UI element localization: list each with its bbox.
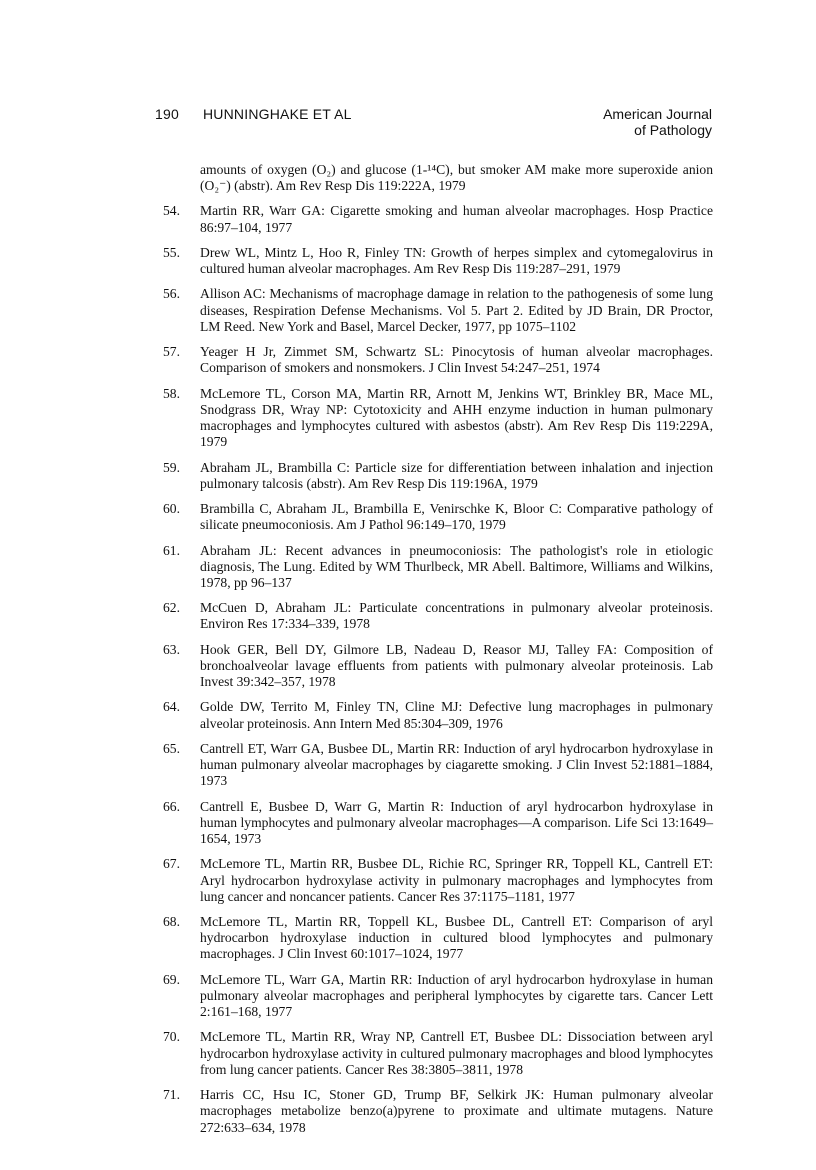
reference-item [163,203,713,235]
reference-text: Drew WL, Mintz L, Hoo R, Finley TN: Growth of herpes simplex and cytomegalovirus in cultured human alveolar macrophages. Am Rev Resp Dis 119:287–291, 1979 [200,244,713,277]
reference-text: Golde DW, Territo M, Finley TN, Cline MJ: Defective lung macrophages in pulmonary alveolar proteinosis. Ann Intern Med 85:304–309, 1976 [200,699,713,731]
header-authors: HUNNINGHAKE ET AL [203,106,352,122]
reference-number: 59. [163,459,180,475]
reference-number: 65. [163,740,180,756]
reference-text: McLemore TL, Martin RR, Toppell KL, Busbee DL, Cantrell ET: Comparison of aryl hydrocarbon hydroxylase induction in cultured blood lymphocytes and pulmonary macrophages. J Clin Invest 60:1017–1024, 1977 [200,914,713,962]
reference-number: 68. [163,914,180,930]
reference-item [163,972,713,1021]
reference-item [163,642,713,691]
reference-number: 56. [163,286,180,302]
reference-number: 67. [163,856,180,872]
reference-item [163,501,713,533]
reference-item [163,741,713,790]
reference-text: Martin RR, Warr GA: Cigarette smoking and human alveolar macrophages. Hosp Practice 86:97–104, 1977 [200,203,713,235]
reference-number: 61. [163,542,180,558]
reference-item [163,245,713,277]
reference-item [163,543,713,592]
reference-text: Abraham JL, Brambilla C: Particle size for differentiation between inhalation and injection pulmonary talcosis (abstr). Am Rev Resp Dis 119:196A, 1979 [200,459,713,491]
reference-item [163,799,713,848]
reference-item [163,1087,713,1136]
reference-text: Abraham JL: Recent advances in pneumoconiosis: The pathologist's role in etiologic diagnosis, The Lung. Edited by WM Thurlbeck, MR Abell. Baltimore, Williams and Wilkins, 1978, pp 96–137 [200,542,713,590]
reference-text: Allison AC: Mechanisms of macrophage damage in relation to the pathogenesis of some lung diseases, Respiration Defense Mechanisms. Vol 5. Part 2. Edited by JD Brain, DR Proctor, LM Reed. New York and Basel, Marcel Decker, 1977, pp 1075–1102 [200,286,713,334]
reference-number: 54. [163,203,180,219]
reference-item [163,1029,713,1078]
reference-text: McLemore TL, Martin RR, Busbee DL, Richie RC, Springer RR, Toppell KL, Cantrell ET: Aryl hydrocarbon hydroxylase activity in pulmonary macrophages and lymphocytes from lung cancer and noncancer patients. Cancer Res 37:1175–1181, 1977 [200,856,713,904]
reference-text: Cantrell ET, Warr GA, Busbee DL, Martin RR: Induction of aryl hydrocarbon hydroxylase in human pulmonary alveolar macrophages by ciagarette smoking. J Clin Invest 52:1881–1884, 1973 [200,740,713,789]
reference-number: 66. [163,798,180,814]
reference-item [163,386,713,451]
running-header [155,106,352,122]
reference-number: 63. [163,641,180,657]
reference-item [163,856,713,905]
reference-text: McCuen D, Abraham JL: Particulate concentrations in pulmonary alveolar proteinosis. Environ Res 17:334–339, 1978 [200,600,713,632]
reference-text: Yeager H Jr, Zimmet SM, Schwartz SL: Pinocytosis of human alveolar macrophages. Comparison of smokers and nonsmokers. J Clin Invest 54:247–251, 1974 [200,344,713,376]
reference-number: 57. [163,344,180,360]
reference-text: McLemore TL, Warr GA, Martin RR: Induction of aryl hydrocarbon hydroxylase in human pulmonary alveolar macrophages and peripheral lymphocytes by cigarette tars. Cancer Lett 2:161–168, 1977 [200,971,713,1020]
reference-number: 64. [163,699,180,715]
reference-item [163,344,713,376]
page-number: 190 [155,106,179,122]
reference-item [163,914,713,963]
journal-name-line-2: of Pathology [634,122,712,138]
reference-text: Cantrell E, Busbee D, Warr G, Martin R: Induction of aryl hydrocarbon hydroxylase in human lymphocytes and pulmonary alveolar macrophages—A comparison. Life Sci 13:1649–1654, 1973 [200,798,713,847]
reference-number: 58. [163,385,180,401]
reference-number: 60. [163,501,180,517]
reference-number: 55. [163,244,180,260]
reference-item [163,460,713,492]
reference-number: 71. [163,1087,180,1103]
reference-list [163,162,713,1145]
reference-text: Brambilla C, Abraham JL, Brambilla E, Venirschke K, Bloor C: Comparative pathology of silicate pneumoconiosis. Am J Pathol 96:149–170, 1979 [200,501,713,533]
reference-text: McLemore TL, Martin RR, Wray NP, Cantrell ET, Busbee DL: Dissociation between aryl hydrocarbon hydroxylase activity in cultured pulmonary macrophages and blood lymphocytes from lung cancer patients. Cancer Res 38:3805–3811, 1978 [200,1029,713,1077]
journal-name [603,106,712,138]
reference-text: Harris CC, Hsu IC, Stoner GD, Trump BF, Selkirk JK: Human pulmonary alveolar macrophages metabolize benzo(a)pyrene to proximate and ultimate mutagens. Nature 272:633–634, 1978 [200,1087,713,1135]
journal-name-line-1: American Journal [603,106,712,122]
reference-text: Hook GER, Bell DY, Gilmore LB, Nadeau D, Reasor MJ, Talley FA: Composition of bronchoalveolar lavage effluents from patients with pulmonary alveolar proteinosis. Lab Invest 39:342–357, 1978 [200,641,713,690]
reference-item [163,699,713,731]
reference-number: 62. [163,600,180,616]
reference-number: 69. [163,971,180,987]
reference-number: 70. [163,1029,180,1045]
reference-item [163,600,713,632]
reference-continuation: amounts of oxygen (O₂) and glucose (1-¹⁴C), but smoker AM make more superoxide anion (O₂⁻) (abstr). Am Rev Resp Dis 119:222A, 1979 [200,162,713,194]
reference-text: McLemore TL, Corson MA, Martin RR, Arnott M, Jenkins WT, Brinkley BR, Mace ML, Snodgrass DR, Wray NP: Cytotoxicity and AHH enzyme induction in human pulmonary macrophages and lymphocytes cultured with asbestos (abstr). Am Rev Resp Dis 119:229A, 1979 [200,385,713,450]
reference-item [163,286,713,335]
